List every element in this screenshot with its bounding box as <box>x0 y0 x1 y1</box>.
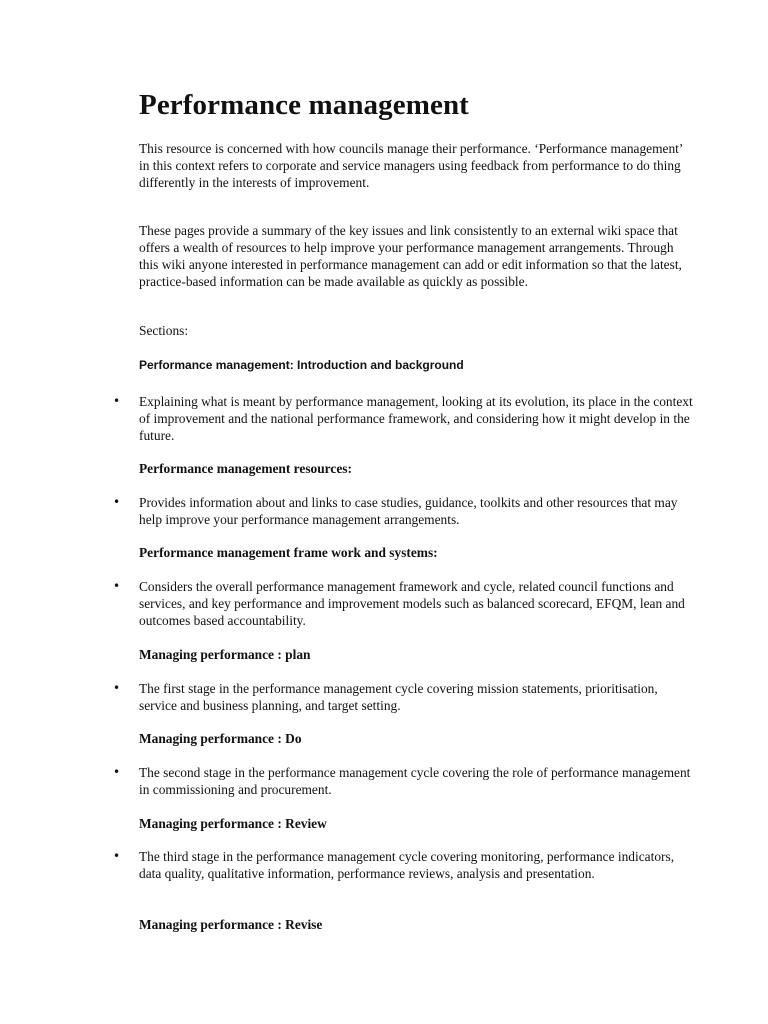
list-item <box>113 393 693 444</box>
list-item <box>113 848 693 882</box>
bullet-icon: • <box>113 579 121 593</box>
page-title: Performance management <box>139 89 469 121</box>
bullet-icon: • <box>113 495 121 509</box>
section-heading-do: Managing performance : Do <box>139 731 302 746</box>
intro-paragraph-1: This resource is concerned with how councils manage their performance. ‘Performance management’ in this context refers to corporate and service managers using feedback from performance to do thing differently in the interests of improvement. <box>139 141 683 190</box>
bullet-text: The second stage in the performance management cycle covering the role of performance management in commissioning and procurement. <box>139 765 691 797</box>
sections-label: Sections: <box>139 323 189 338</box>
section-heading-plan: Managing performance : plan <box>139 647 311 662</box>
section-heading-introduction: Performance management: Introduction and background <box>139 358 464 372</box>
section-heading-framework: Performance management frame work and systems: <box>139 545 438 560</box>
bullet-text: Explaining what is meant by performance management, looking at its evolution, its place in the context of improvement and the national performance framework, and considering how it might develop in the future. <box>139 394 693 443</box>
list-item <box>113 494 693 528</box>
intro-paragraph-2: These pages provide a summary of the key issues and link consistently to an external wiki space that offers a wealth of resources to help improve your performance management arrangements. Through this wiki anyone interested in performance management can add or edit information so that the latest, practice-based information can be made available as quickly as possible. <box>139 223 682 289</box>
list-item <box>113 764 693 798</box>
section-heading-revise: Managing performance : Revise <box>139 917 323 932</box>
list-item <box>113 680 693 714</box>
bullet-icon: • <box>113 765 121 779</box>
bullet-text: Provides information about and links to case studies, guidance, toolkits and other resources that may help improve your performance management arrangements. <box>139 495 678 527</box>
section-heading-review: Managing performance : Review <box>139 816 327 831</box>
bullet-text: Considers the overall performance management framework and cycle, related council functions and services, and key performance and improvement models such as balanced scorecard, EFQM, lean and outcomes based accountability. <box>139 579 685 628</box>
bullet-icon: • <box>113 681 121 695</box>
bullet-icon: • <box>113 394 121 408</box>
bullet-text: The third stage in the performance management cycle covering monitoring, performance indicators, data quality, qualitative information, performance reviews, analysis and presentation. <box>139 849 675 881</box>
section-heading-resources: Performance management resources: <box>139 461 352 476</box>
list-item <box>113 578 693 629</box>
bullet-icon: • <box>113 849 121 863</box>
bullet-text: The first stage in the performance management cycle covering mission statements, prioritisation, service and business planning, and target setting. <box>139 681 658 713</box>
